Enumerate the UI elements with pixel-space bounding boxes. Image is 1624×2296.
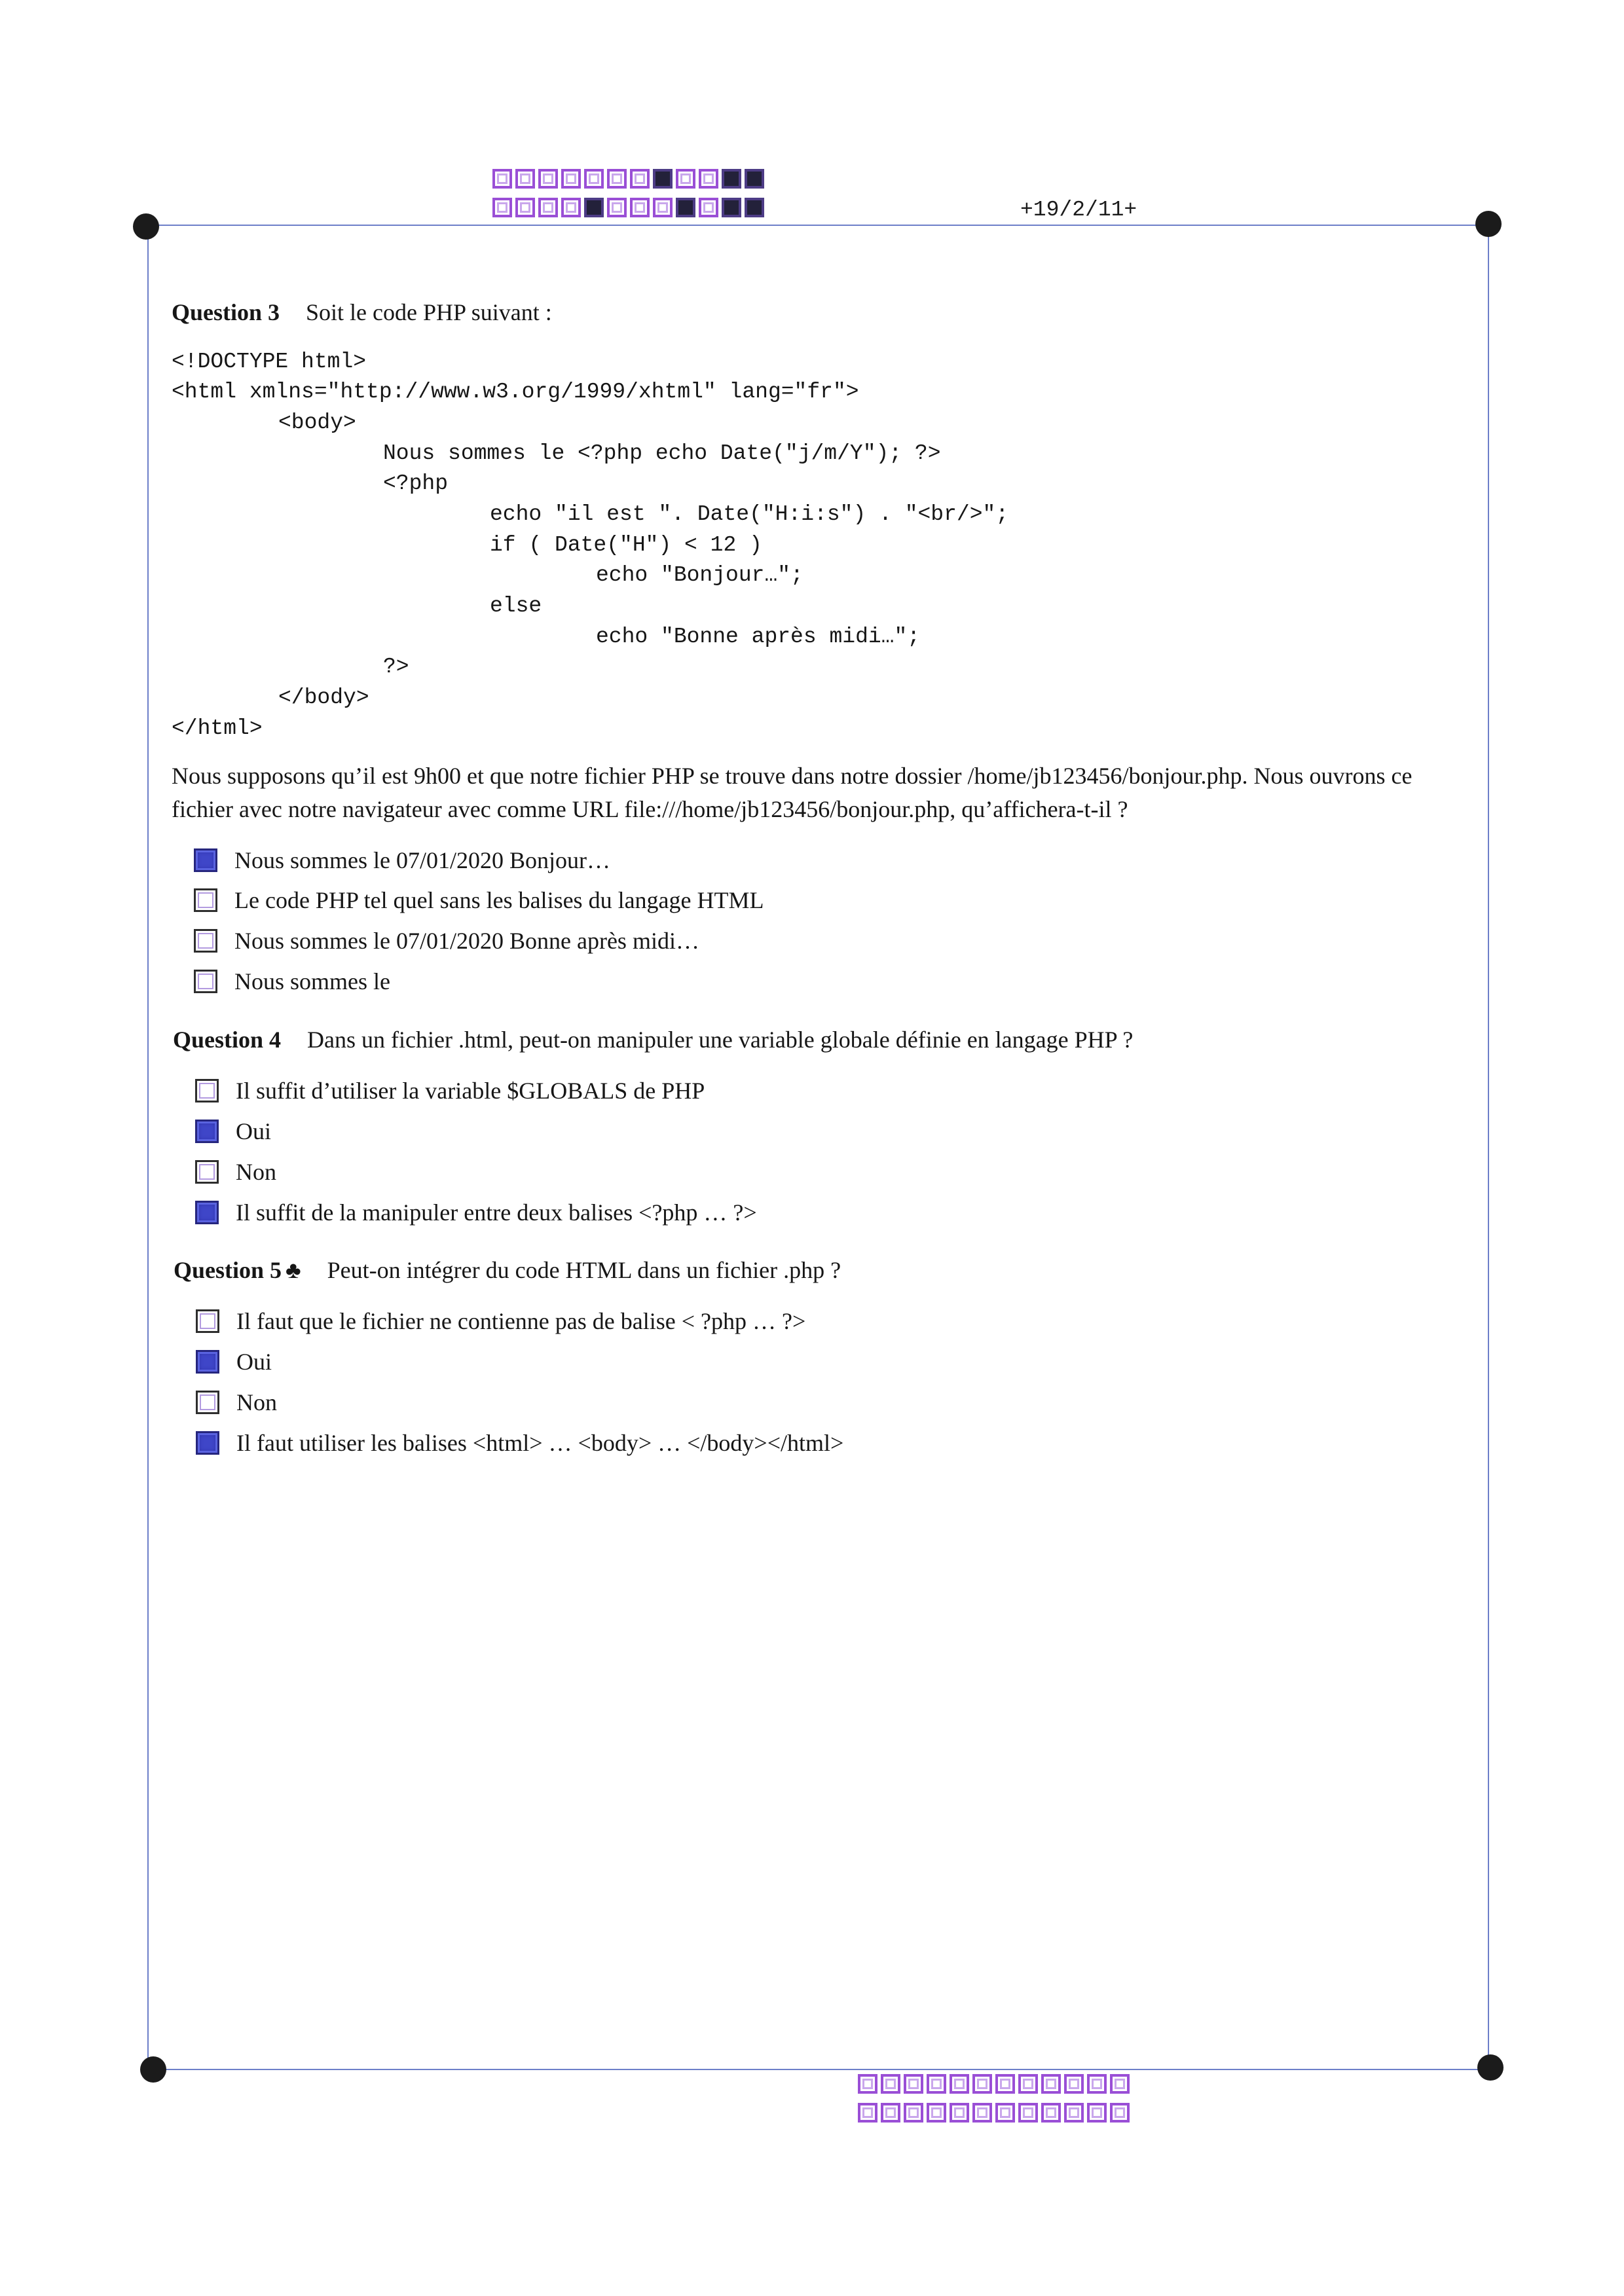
- code-cell: [492, 198, 512, 217]
- checkbox[interactable]: [194, 970, 217, 993]
- code-line: <body>: [278, 410, 356, 435]
- code-cell: [607, 169, 627, 189]
- checkbox[interactable]: [195, 1079, 219, 1102]
- code-cell: [1087, 2103, 1107, 2123]
- code-cell: [1110, 2074, 1130, 2094]
- code-cell: [995, 2074, 1015, 2094]
- code-cell: [515, 198, 535, 217]
- page-id: +19/2/11+: [1020, 198, 1137, 222]
- code-line: echo "Bonjour…";: [596, 563, 803, 587]
- code-cell-filled: [653, 169, 673, 189]
- checkbox[interactable]: [196, 1391, 219, 1414]
- code-cell: [676, 169, 695, 189]
- club-icon: ♣: [286, 1257, 301, 1283]
- code-line: echo "il est ". Date("H:i:s") . "<br/>";: [490, 502, 1009, 526]
- answer-q3-3[interactable]: [194, 926, 699, 955]
- answer-q3-2[interactable]: [194, 886, 764, 915]
- answer-text: Il faut que le fichier ne contienne pas de balise < ?php … ?>: [236, 1308, 806, 1334]
- code-cell: [699, 169, 718, 189]
- question-3-paragraph: Nous supposons qu’il est 9h00 et que notre fichier PHP se trouve dans notre dossier /home/jb123456/bonjour.php. Nous ouvrons ce fichier avec notre navigateur avec comme URL file:///home/jb123456/bonjour.php, qu’affichera-t-il ?: [172, 763, 1412, 822]
- code-cell: [972, 2103, 992, 2123]
- answer-q4-4[interactable]: [195, 1198, 757, 1227]
- code-cell: [904, 2103, 923, 2123]
- checkbox[interactable]: [196, 1309, 219, 1333]
- question-5-prompt: Peut-on intégrer du code HTML dans un fichier .php ?: [327, 1257, 841, 1283]
- answer-text: Nous sommes le 07/01/2020 Bonne après midi…: [234, 928, 699, 954]
- top-code-row-1: [492, 169, 764, 189]
- answer-q5-4[interactable]: [196, 1429, 843, 1457]
- answer-text: Il faut utiliser les balises <html> … <body> … </body></html>: [236, 1430, 844, 1456]
- bottom-code-row-2: [858, 2103, 1130, 2123]
- question-3-prompt: Soit le code PHP suivant :: [306, 299, 552, 325]
- answer-text: Oui: [236, 1118, 271, 1144]
- code-line: if ( Date("H") < 12 ): [490, 533, 762, 557]
- question-4-prompt: Dans un fichier .html, peut-on manipuler une variable globale définie en langage PHP ?: [307, 1027, 1134, 1053]
- question-5-label-text: Question 5: [174, 1257, 282, 1283]
- question-4-header: [173, 1025, 1133, 1054]
- code-cell-filled: [722, 169, 741, 189]
- corner-marker-top-right: [1475, 211, 1502, 237]
- answer-q5-1[interactable]: [196, 1307, 805, 1336]
- answer-text: Non: [236, 1159, 276, 1185]
- checkbox-checked[interactable]: [196, 1350, 219, 1374]
- top-code-row-2: [492, 198, 764, 217]
- frame-bottom-line: [154, 2069, 1491, 2070]
- answer-text: Nous sommes le: [234, 968, 390, 994]
- answer-q5-2[interactable]: [196, 1347, 272, 1376]
- corner-marker-bottom-right: [1477, 2054, 1504, 2081]
- code-cell: [950, 2103, 969, 2123]
- checkbox[interactable]: [194, 888, 217, 912]
- code-cell: [607, 198, 627, 217]
- checkbox-checked[interactable]: [196, 1431, 219, 1455]
- checkbox[interactable]: [194, 929, 217, 953]
- code-cell: [538, 169, 558, 189]
- question-5-label: [174, 1257, 301, 1283]
- answer-text: Non: [236, 1389, 277, 1415]
- answer-text: Oui: [236, 1349, 272, 1375]
- code-cell: [927, 2103, 946, 2123]
- code-cell: [1041, 2103, 1061, 2123]
- code-cell: [881, 2074, 900, 2094]
- code-cell: [561, 169, 581, 189]
- code-cell: [699, 198, 718, 217]
- code-cell: [1064, 2103, 1084, 2123]
- code-cell: [538, 198, 558, 217]
- code-cell: [630, 169, 650, 189]
- code-line: <?php: [383, 471, 449, 496]
- answer-q4-3[interactable]: [195, 1157, 276, 1186]
- code-cell: [1064, 2074, 1084, 2094]
- frame-left-line: [147, 226, 149, 2069]
- code-cell: [584, 169, 604, 189]
- checkbox-checked[interactable]: [194, 848, 217, 872]
- code-cell-filled: [722, 198, 741, 217]
- checkbox-checked[interactable]: [195, 1120, 219, 1143]
- code-cell: [515, 169, 535, 189]
- frame-right-line: [1488, 226, 1489, 2069]
- code-cell: [972, 2074, 992, 2094]
- bottom-code-row-1: [858, 2074, 1130, 2094]
- code-cell: [950, 2074, 969, 2094]
- code-cell: [858, 2074, 877, 2094]
- answer-q3-1[interactable]: [194, 846, 610, 875]
- code-cell: [858, 2103, 877, 2123]
- corner-marker-bottom-left: [140, 2056, 166, 2083]
- code-cell: [995, 2103, 1015, 2123]
- code-line: echo "Bonne après midi…";: [596, 625, 921, 649]
- code-cell: [927, 2074, 946, 2094]
- code-cell: [904, 2074, 923, 2094]
- checkbox-checked[interactable]: [195, 1201, 219, 1224]
- answer-text: Nous sommes le 07/01/2020 Bonjour…: [234, 847, 610, 873]
- code-line: else: [490, 594, 542, 618]
- frame-top-line: [147, 225, 1488, 226]
- answer-text: Il suffit de la manipuler entre deux balises <?php … ?>: [236, 1199, 757, 1226]
- answer-q3-4[interactable]: [194, 967, 390, 996]
- answer-q4-2[interactable]: [195, 1117, 271, 1146]
- question-3-label: Question 3: [172, 299, 280, 325]
- code-line: </html>: [172, 716, 263, 740]
- question-4-label: Question 4: [173, 1027, 282, 1053]
- code-cell: [1018, 2074, 1038, 2094]
- checkbox[interactable]: [195, 1160, 219, 1184]
- code-cell: [1041, 2074, 1061, 2094]
- answer-text: Il suffit d’utiliser la variable $GLOBALS de PHP: [236, 1078, 705, 1104]
- code-cell: [1018, 2103, 1038, 2123]
- code-cell: [1087, 2074, 1107, 2094]
- code-line: <!DOCTYPE html>: [172, 350, 367, 374]
- code-cell: [653, 198, 673, 217]
- code-cell-filled: [676, 198, 695, 217]
- code-line: <html xmlns="http://www.w3.org/1999/xhtml" lang="fr">: [172, 380, 859, 404]
- code-cell-filled: [584, 198, 604, 217]
- code-cell: [492, 169, 512, 189]
- code-cell-filled: [745, 198, 764, 217]
- code-cell: [1110, 2103, 1130, 2123]
- code-line: Nous sommes le <?php echo Date("j/m/Y"); ?>: [383, 441, 941, 465]
- code-cell-filled: [745, 169, 764, 189]
- corner-marker-top-left: [133, 213, 159, 240]
- question-5-header: [174, 1256, 841, 1285]
- code-cell: [881, 2103, 900, 2123]
- code-cell: [630, 198, 650, 217]
- code-line: </body>: [278, 685, 369, 710]
- answer-q4-1[interactable]: [195, 1076, 705, 1105]
- answer-text: Le code PHP tel quel sans les balises du langage HTML: [234, 887, 764, 913]
- question-3-header: [172, 298, 552, 327]
- code-cell: [561, 198, 581, 217]
- answer-q5-3[interactable]: [196, 1388, 277, 1417]
- code-line: ?>: [383, 655, 409, 679]
